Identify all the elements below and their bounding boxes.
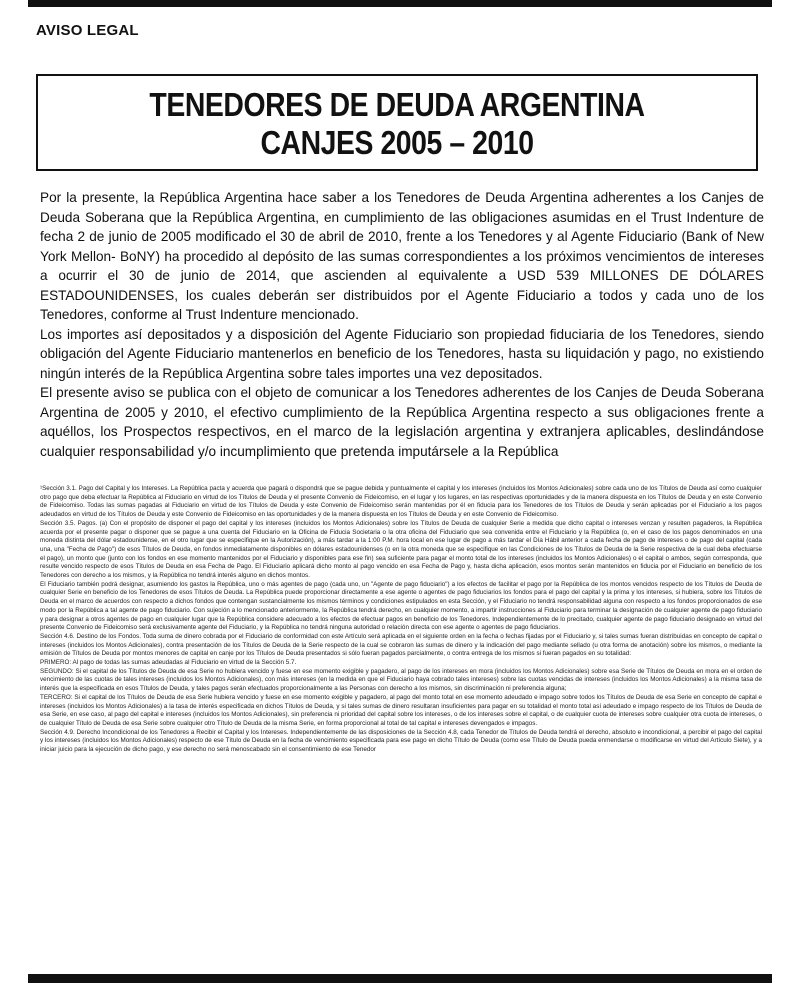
footnote-section-3-1: ¹Sección 3.1. Pago del Capital y los Intereses. La República pacta y acuerda que pagará o dispondrá que se pague debida y puntualmente el capital y los intereses (incluidos los Montos Adicionales) sobre cada uno de los Títulos de Deuda así como cualquier otro pago que deba efectuar la República al Fiduciario en virtud de los Títulos de Deuda y el presente Convenio de Fideicomiso, en el lugar y los lugares, en las respectivas oportunidades y de la manera dispuesta en los Títulos de Deuda y en este Convenio de Fideicomiso. Todas las sumas pagadas al Fiduciario en virtud de los Títulos de Deuda y este Convenio de Fideicomiso serán mantenidas por él en fiducia para los Tenedores de los Títulos de Deuda y serán aplicadas por el Fiduciario a los pagos adeudados en virtud de los Títulos de Deuda y este Convenio de Fideicomiso en las oportunidades y de la manera dispuesta en los Títulos de Deuda y en este Convenio de Fideicomiso. bbox=[40, 485, 762, 519]
footnote-paying-agents: El Fiduciario también podrá designar, asumiendo los gastos la República, uno o más agentes de pago (cada uno, un "Agente de pago fiduciario") a los efectos de facilitar el pago por la República de los montos vencidos respecto de los Títulos de Deuda de cualquier Serie en beneficio de los Tenedores de esos Títulos de Deuda. La República puede proporcionar directamente a ese agente o agentes de pago fiduciarios los fondos para el pago del capital y la prima y los intereses, si hubiera, sobre los Títulos de Deuda en el marco de acuerdos con respecto a dichos fondos que contengan sustancialmente los mismos términos y condiciones estipulados en esta Sección, y el Fiduciario no tendrá responsabilidad alguna con respecto a los fondos proporcionados de ese modo por la República a tal agente de pago fiduciario. Con sujeción a lo mencionado anteriormente, la República tendrá derecho, en cualquier momento, a impartir instrucciones al Fiduciario para terminar la designación de cualquier agente de pago fiduciario y para designar a otros agentes de pago en cualquier lugar que la República considere adecuado a los efectos de efectuar pagos en beneficio de los Tenedores. Independientemente de lo precitado, cualquier agente de pago fiduciario designado en virtud del presente Convenio de Fideicomiso será exclusivamente agente del Fiduciario, y la República no tendrá ninguna autoridad o relación directa con ese agente o agentes de pago fiduciarios. bbox=[40, 580, 762, 632]
footnote-primero: PRIMERO: Al pago de todas las sumas adeudadas al Fiduciario en virtud de la Sección 5.7. bbox=[40, 659, 297, 667]
body-paragraph-1: Por la presente, la República Argentina hace saber a los Tenedores de Deuda Argentina adherentes a los Canjes de Deuda Soberana que la República Argentina, en cumplimiento de las obligaciones asumidas en el Trust Indenture de fecha 2 de junio de 2005 modificado el 30 de abril de 2010, frente a los Tenedores y al Agente Fiduciario (Bank of New York Mellon- BoNY) ha procedido al depósito de las sumas correspondientes a los próximos vencimientos de intereses a ocurrir el 30 de junio de 2014, que ascienden al equivalente a USD 539 MILLONES DE DÓLARES ESTADOUNIDENSES, los cuales deberán ser distribuidos por el Agente Fiduciario a todos y cada uno de los Tenedores, conforme al Trust Indenture mencionado. bbox=[40, 190, 764, 322]
body-paragraph-3: El presente aviso se publica con el objeto de comunicar a los Tenedores adherentes de los Canjes de Deuda Soberana Argentina de 2005 y 2010, el efectivo cumplimiento de la República Argentina respecto a sus obligaciones frente a aquéllos, los Prospectos respectivos, en el marco de la legislación argentina y extranjera aplicables, deslindándose cualquier responsabilidad y/o incumplimiento que pretenda imputársele a la República bbox=[40, 385, 764, 459]
footnote-section-4-9: Sección 4.9. Derecho Incondicional de los Tenedores a Recibir el Capital y los Intereses. Independientemente de las disposiciones de la Sección 4.8, cada Tenedor de Títulos de Deuda tendrá el derecho, absoluto e incondicional, a percibir el pago del capital y los intereses (incluidos los Montos Adicionales) respecto de ese Título de Deuda en la fecha de vencimiento especificada para ese pago en dicho Título de Deuda (como ese Título de Deuda pueda enmendarse o modificarse en virtud del Artículo Siete), y a iniciar juicio para la ejecución de dicho pago, y ese derecho no será menoscabado sin el consentimiento de ese Tenedor bbox=[40, 728, 762, 754]
footnotes bbox=[40, 485, 762, 755]
bottom-rule bbox=[28, 974, 772, 983]
top-rule bbox=[28, 0, 772, 7]
footnote-section-3-5: Sección 3.5. Pagos. (a) Con el propósito de disponer el pago del capital y los intereses (incluidos los Montos Adicionales) sobre los Títulos de Deuda de cualquier Serie a medida que dicho capital o intereses venzan y resulten pagaderos, la República acuerda por el presente pagar o disponer que se pague a una cuenta del Fiduciario en la Oficina de Fiducia Societaria o la otra oficina del Fiduciario que sea convenida entre el Fiduciario y la República (o, en el caso de los pagos denominados en una moneda distinta del dólar estadounidense, en el otro lugar que se especifique en la Autorización), a más tardar a la 1:00 P.M. hora local en ese lugar de pago a más tardar el Día Hábil anterior a cada fecha de pago de intereses o de pago del capital (cada una, una "Fecha de Pago") de esos Títulos de Deuda, en fondos inmediatamente disponibles en dólares estadounidenses (o en la otra moneda que se especifique en las Condiciones de los Títulos de Deuda de la Serie respectiva de la cual deba efectuarse el pago), un monto que (junto con los fondos en ese momento mantenidos por el Fiduciario y disponibles para ese fin) sea suficiente para pagar el monto total de los intereses (incluidos los Montos Adicionales) o el capital o ambos, según corresponda, que resulte vencido respecto de esos Títulos de Deuda en esa Fecha de Pago. El Fiduciario aplicará dicho monto al pago vencido en esa Fecha de Pago y, hasta dicha aplicación, esos montos serán mantenidos en fiducia por el Fiduciario en beneficio de los Tenedores con derecho a los mismos, y la República no tendrá interés alguno en dichos montos. bbox=[40, 519, 762, 580]
title-box bbox=[36, 74, 758, 171]
body-paragraph-2: Los importes así depositados y a disposición del Agente Fiduciario son propiedad fiduciaria de los Tenedores, siendo obligación del Agente Fiduciario mantenerlos en beneficio de los Tenedores, hasta su liquidación y pago, no existiendo ningún interés de la República Argentina sobre tales importes una vez depositados. bbox=[40, 326, 764, 381]
notice-kicker: AVISO LEGAL bbox=[36, 22, 139, 39]
notice-body bbox=[40, 188, 764, 461]
footnote-section-4-6: Sección 4.6. Destino de los Fondos. Toda suma de dinero cobrada por el Fiduciario de conformidad con este Artículo será aplicada en el siguiente orden en la fecha o fechas fijadas por el Fiduciario y, si tales sumas fueran distribuidas en concepto de capital o intereses (incluidos los Montos Adicionales), contra presentación de los Títulos de Deuda de la Serie respecto de la cual se cobraron las sumas de dinero y la indicación del pago mediante sellado (u otra forma de anotación) sobre los mismos, o mediante la emisión de Títulos de Deuda por montos menores de capital en canje por los Títulos de Deuda presentados si sólo fueran pagados parcialmente, o contra entrega de los mismos si fueran pagados en su totalidad: bbox=[40, 632, 762, 658]
footnote-tercero: TERCERO: Si el capital de los Títulos de Deuda de esa Serie hubiera vencido y fuese en ese momento exigible y pagadero, al pago del monto total en ese momento adeudado e impago sobre todos los Títulos de Deuda de esa Serie en concepto de capital e intereses (incluidos los Montos Adicionales) a la tasa de interés especificada en dichos Títulos de Deuda, y si tales sumas de dinero resultaran insuficientes para pagar en su totalidad el monto total así adeudado e impago respecto de los Títulos de Deuda de esa Serie, en ese caso, al pago del capital e intereses (incluidos los Montos Adicionales), sin preferencia ni prioridad del capital sobre los intereses, o de los intereses sobre el capital, o de cualquier cuota de intereses sobre cualquier otra cuota de intereses, o de cualquier Título de Deuda de esa Serie sobre cualquier otro Título de Deuda de la misma Serie, en forma proporcional al total de tal capital e intereses devengados e impagos. bbox=[40, 693, 762, 727]
title-line-1: TENEDORES DE DEUDA ARGENTINA bbox=[149, 86, 645, 123]
title-line-2: CANJES 2005 – 2010 bbox=[260, 124, 534, 161]
footnote-segundo: SEGUNDO: Si el capital de los Títulos de Deuda de esa Serie no hubiera vencido y fuese en ese momento exigible y pagadero, al pago de los intereses en mora (incluidos los Montos Adicionales) sobre esa Serie de Títulos de Deuda en mora en el orden de vencimiento de las cuotas de tales intereses (incluidos los Montos Adicionales), con más intereses (en la medida en que el Fiduciario haya cobrado tales intereses) sobre las cuotas vencidas de intereses (incluidos los Montos Adicionales) a la misma tasa de interés que la especificada en esos Títulos de Deuda, y tales pagos serán efectuados proporcionalmente a las Personas con derecho a los mismos, sin discriminación ni preferencia alguna; bbox=[40, 667, 762, 693]
